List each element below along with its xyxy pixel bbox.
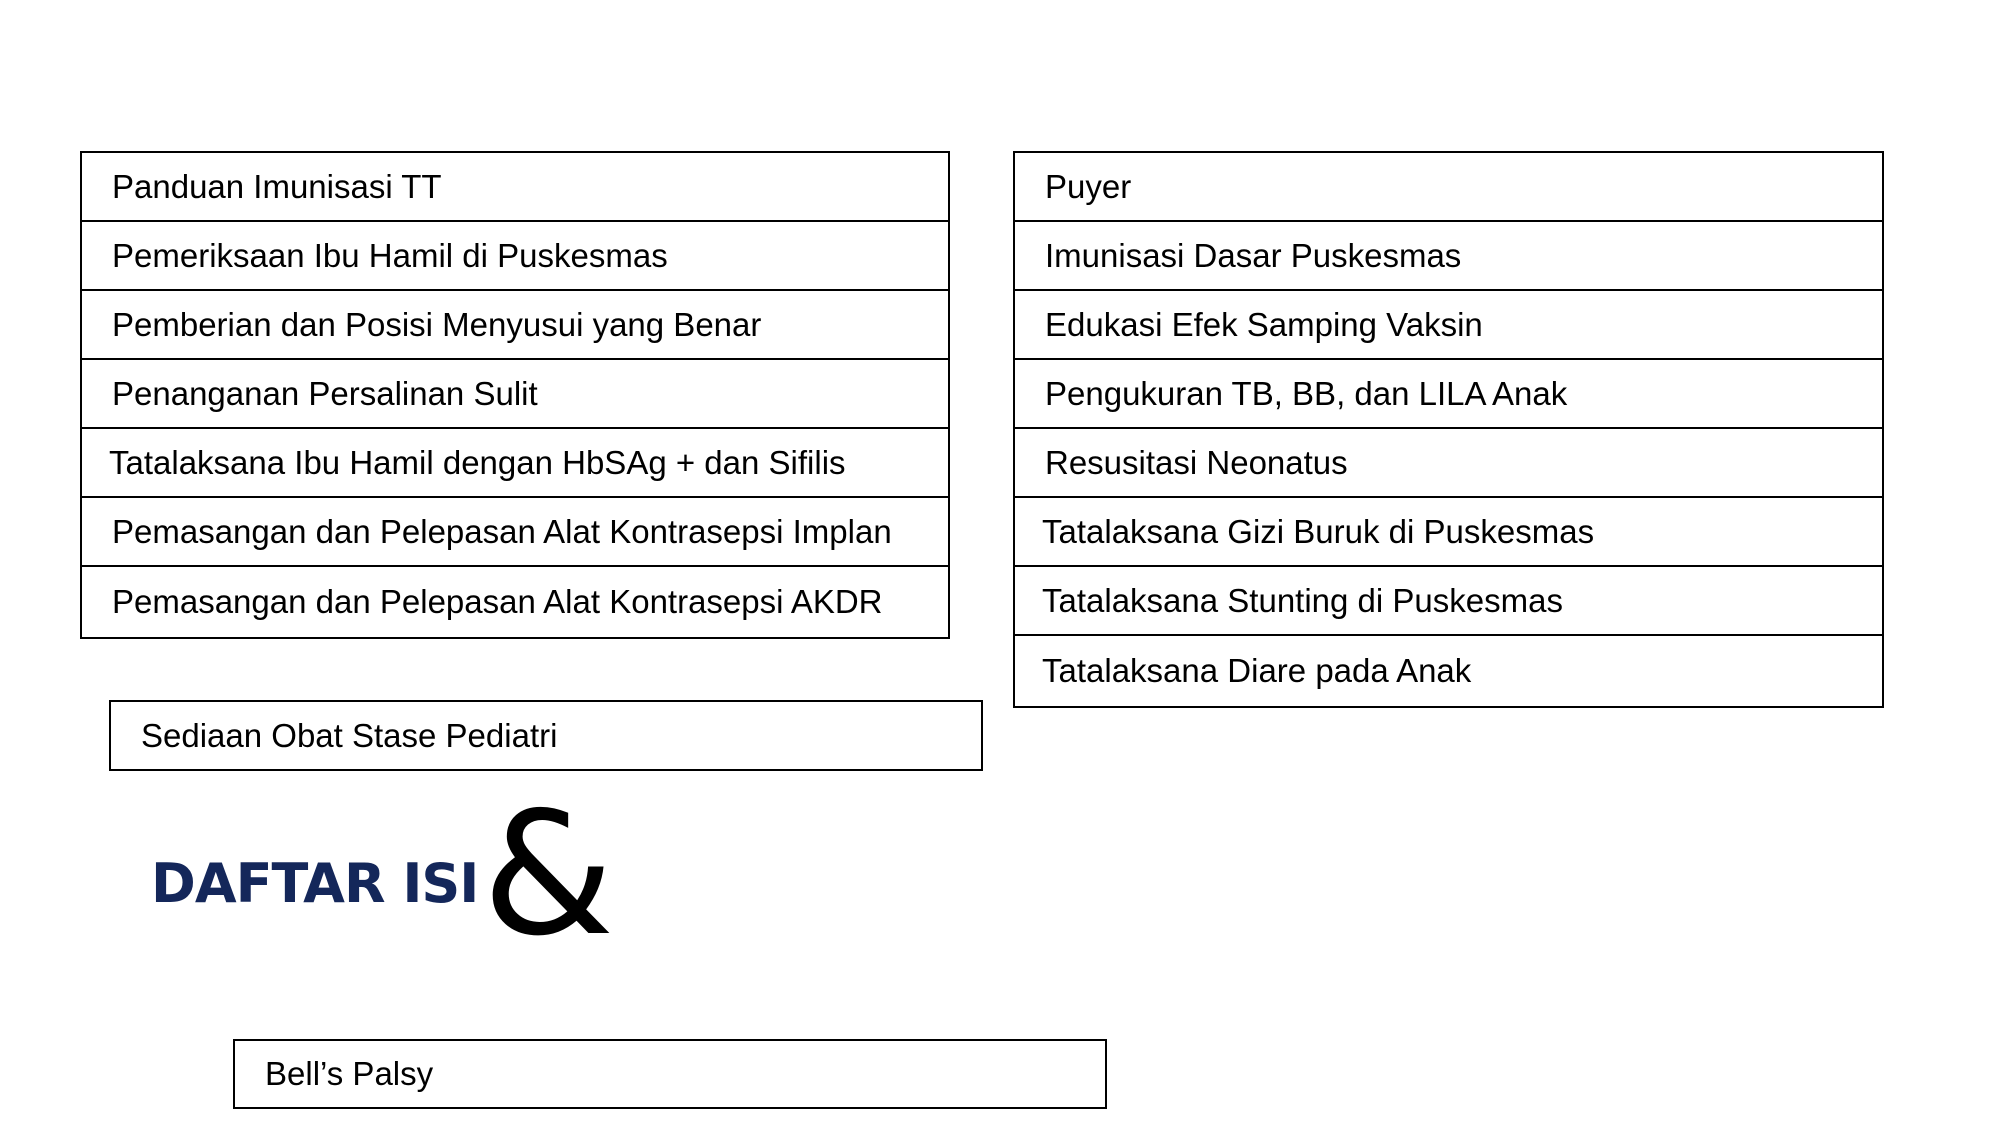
toc-item[interactable]: Tatalaksana Stunting di Puskesmas [1015, 567, 1882, 636]
toc-item[interactable]: Panduan Imunisasi TT [82, 153, 948, 222]
left-toc-list [80, 151, 950, 639]
toc-item[interactable]: Tatalaksana Gizi Buruk di Puskesmas [1015, 498, 1882, 567]
sediaan-obat-box[interactable]: Sediaan Obat Stase Pediatri [109, 700, 983, 771]
toc-item[interactable]: Pengukuran TB, BB, dan LILA Anak [1015, 360, 1882, 429]
toc-item[interactable]: Pemasangan dan Pelepasan Alat Kontrasepsi Implan [82, 498, 948, 567]
right-toc-list [1013, 151, 1884, 708]
toc-item[interactable]: Pemberian dan Posisi Menyusui yang Benar [82, 291, 948, 360]
toc-item[interactable]: Edukasi Efek Samping Vaksin [1015, 291, 1882, 360]
toc-item[interactable]: Pemeriksaan Ibu Hamil di Puskesmas [82, 222, 948, 291]
toc-item[interactable]: Penanganan Persalinan Sulit [82, 360, 948, 429]
toc-item[interactable]: Imunisasi Dasar Puskesmas [1015, 222, 1882, 291]
toc-item[interactable]: Puyer [1015, 153, 1882, 222]
page-title: DAFTAR ISI [151, 852, 479, 915]
toc-item[interactable]: Resusitasi Neonatus [1015, 429, 1882, 498]
toc-item[interactable]: Pemasangan dan Pelepasan Alat Kontrasepsi AKDR [112, 582, 883, 620]
ampersand-glyph: & [482, 776, 615, 974]
toc-item[interactable]: Tatalaksana Ibu Hamil dengan HbSAg + dan Sifilis [82, 429, 948, 498]
bells-palsy-box[interactable]: Bell’s Palsy [233, 1039, 1107, 1109]
toc-item[interactable]: Tatalaksana Diare pada Anak [1042, 651, 1472, 689]
